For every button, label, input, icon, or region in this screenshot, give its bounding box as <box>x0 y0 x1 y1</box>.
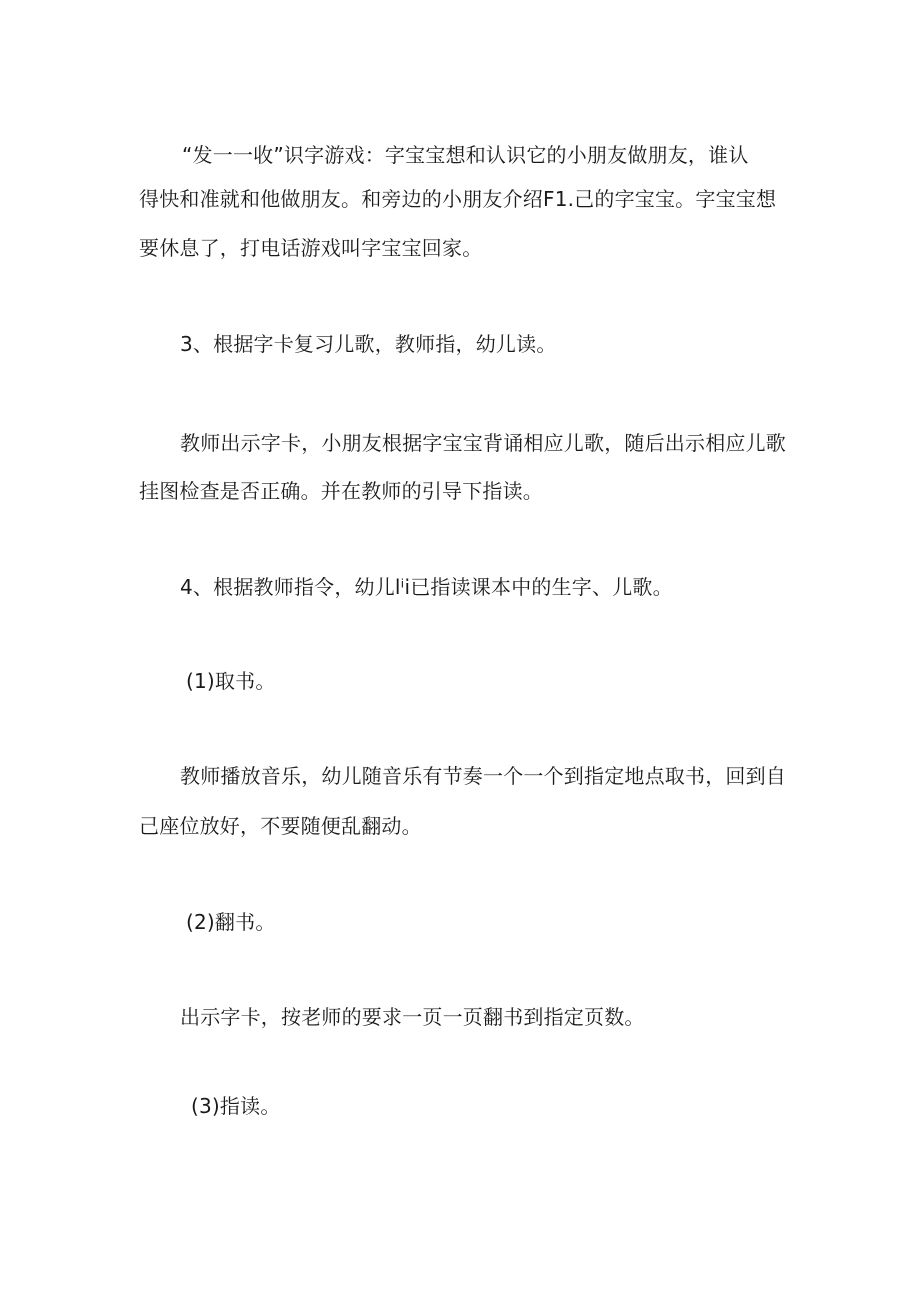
paragraph-3-line-2: 挂图检查是否正确。并在教师的引导下指读。 <box>139 479 543 503</box>
paragraph-8-line-1: 出示字卡，按老师的要求一页一页翻书到指定页数。 <box>180 1005 645 1029</box>
paragraph-4-line-1: 4、根据教师指令，幼儿lⁱi已指读课本中的生字、儿歌。 <box>180 575 673 599</box>
paragraph-6-line-1: 教师播放音乐，幼儿随音乐有节奏一个一个到指定地点取书，回到自 <box>180 764 786 788</box>
paragraph-6-line-2: 己座位放好，不要随便乱翻动。 <box>139 814 422 838</box>
paragraph-1-line-1: “发一一收”识字游戏：字宝宝想和认识它的小朋友做朋友，谁认 <box>182 143 749 167</box>
paragraph-1-line-3: 要休息了，打电话游戏叫字宝宝回家。 <box>139 236 483 260</box>
paragraph-9-line-1: (3)指读。 <box>191 1094 281 1118</box>
paragraph-3-line-1: 教师出示字卡，小朋友根据字宝宝背诵相应儿歌，随后出示相应儿歌 <box>180 431 786 455</box>
paragraph-5-line-1: (1)取书。 <box>186 669 276 693</box>
paragraph-1-line-2: 得快和准就和他做朋友。和旁边的小朋友介绍F1.己的字宝宝。字宝宝想 <box>139 187 777 211</box>
paragraph-2-line-1: 3、根据字卡复习儿歌，教师指，幼儿读。 <box>180 332 557 356</box>
paragraph-7-line-1: (2)翻书。 <box>186 910 276 934</box>
